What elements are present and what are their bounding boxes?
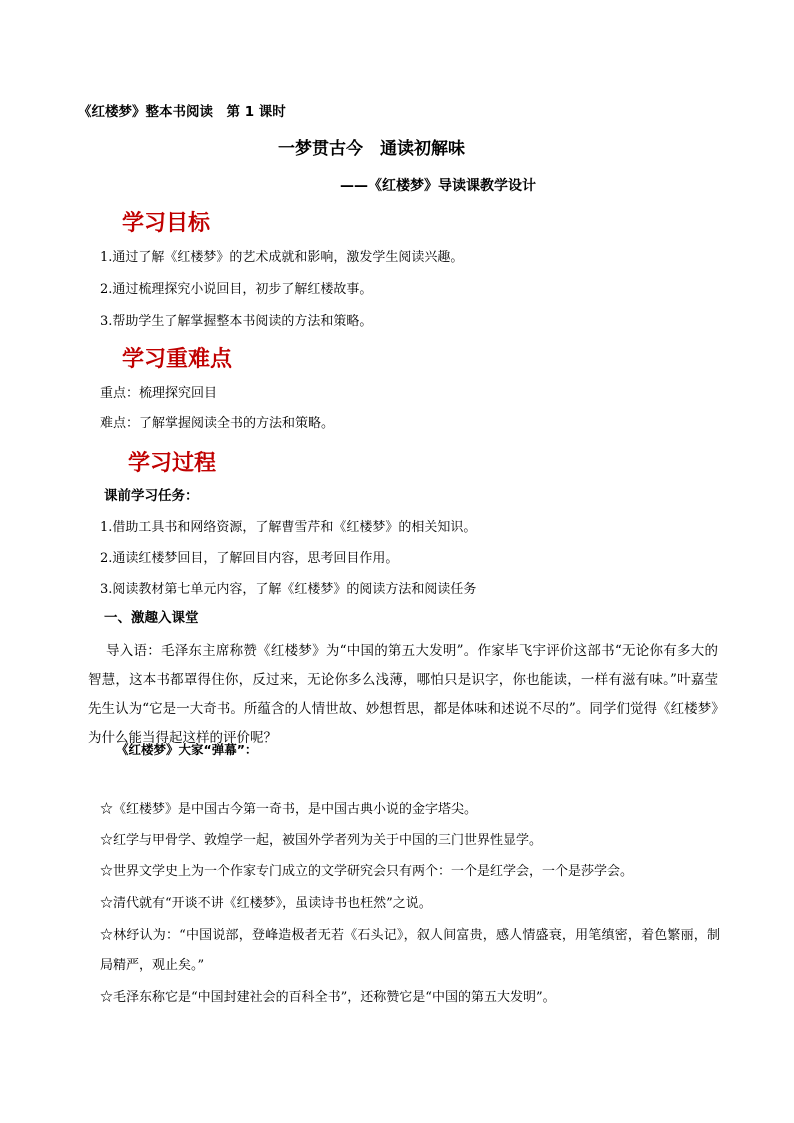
difficulty-point: 难点：了解掌握阅读全书的方法和策略。: [100, 416, 335, 431]
danmu-heading: 《红楼梦》大家“弹幕”：: [116, 742, 258, 757]
pre-task-item: 3.阅读教材第七单元内容，了解《红楼梦》的阅读方法和阅读任务: [100, 582, 477, 597]
focus-point: 重点：梳理探究回目: [100, 386, 218, 401]
danmu-item: ☆世界文学史上为一个作家专门成立的文学研究会只有两个：一个是红学会，一个是莎学会。: [100, 864, 634, 879]
course-title: 《红楼梦》整本书阅读 第 1 课时: [78, 104, 286, 120]
danmu-item: ☆《红楼梦》是中国古今第一奇书，是中国古典小说的金字塔尖。: [100, 802, 478, 817]
objective-item: 1.通过了解《红楼梦》的艺术成就和影响，激发学生阅读兴趣。: [100, 250, 464, 265]
key-points-heading: 学习重难点: [122, 347, 233, 372]
intro-paragraph: 导入语：毛泽东主席称赞《红楼梦》为“中国的第五大发明”。作家毕飞宇评价这部书“无论你有多大的智慧，这本书都罩得住你，反过来，无论你多么浅薄，哪怕只是识字，你也能读，一样有滋有味。”叶嘉莹先生认为“它是一大奇书。所蕴含的人情世故、妙想哲思，都是体味和述说不尽的”。同学们觉得《红楼梦》为什么能当得起这样的评价呢？: [88, 643, 718, 746]
danmu-item: ☆红学与甲骨学、敦煌学一起，被国外学者列为关于中国的三门世界性显学。: [100, 833, 543, 848]
objectives-heading: 学习目标: [122, 211, 211, 236]
subtitle: ——《红楼梦》导读课教学设计: [340, 178, 536, 194]
main-title: 一梦贯古今 通读初解味: [278, 139, 465, 159]
danmu-item: ☆林纾认为：“中国说部，登峰造极者无若《石头记》，叙人间富贵，感人情盛衰，用笔缜密，着色繁丽，制局精严，观止矣。”: [100, 928, 720, 973]
process-heading: 学习过程: [128, 451, 217, 476]
danmu-item: ☆清代就有“开谈不讲《红楼梦》，虽读诗书也枉然”之说。: [100, 896, 432, 911]
danmu-item: ☆毛泽东称它是“中国封建社会的百科全书”，还称赞它是“中国的第五大发明”。: [100, 990, 556, 1005]
pre-task-heading: 课前学习任务：: [104, 488, 199, 504]
objective-item: 3.帮助学生了解掌握整本书阅读的方法和策略。: [100, 314, 373, 329]
objective-item: 2.通过梳理探究小说回目，初步了解红楼故事。: [100, 282, 373, 297]
section-heading: 一、激趣入课堂: [104, 610, 199, 626]
pre-task-item: 1.借助工具书和网络资源，了解曹雪芹和《红楼梦》的相关知识。: [100, 520, 477, 535]
pre-task-item: 2.通读红楼梦回目，了解回目内容，思考回目作用。: [100, 551, 399, 566]
